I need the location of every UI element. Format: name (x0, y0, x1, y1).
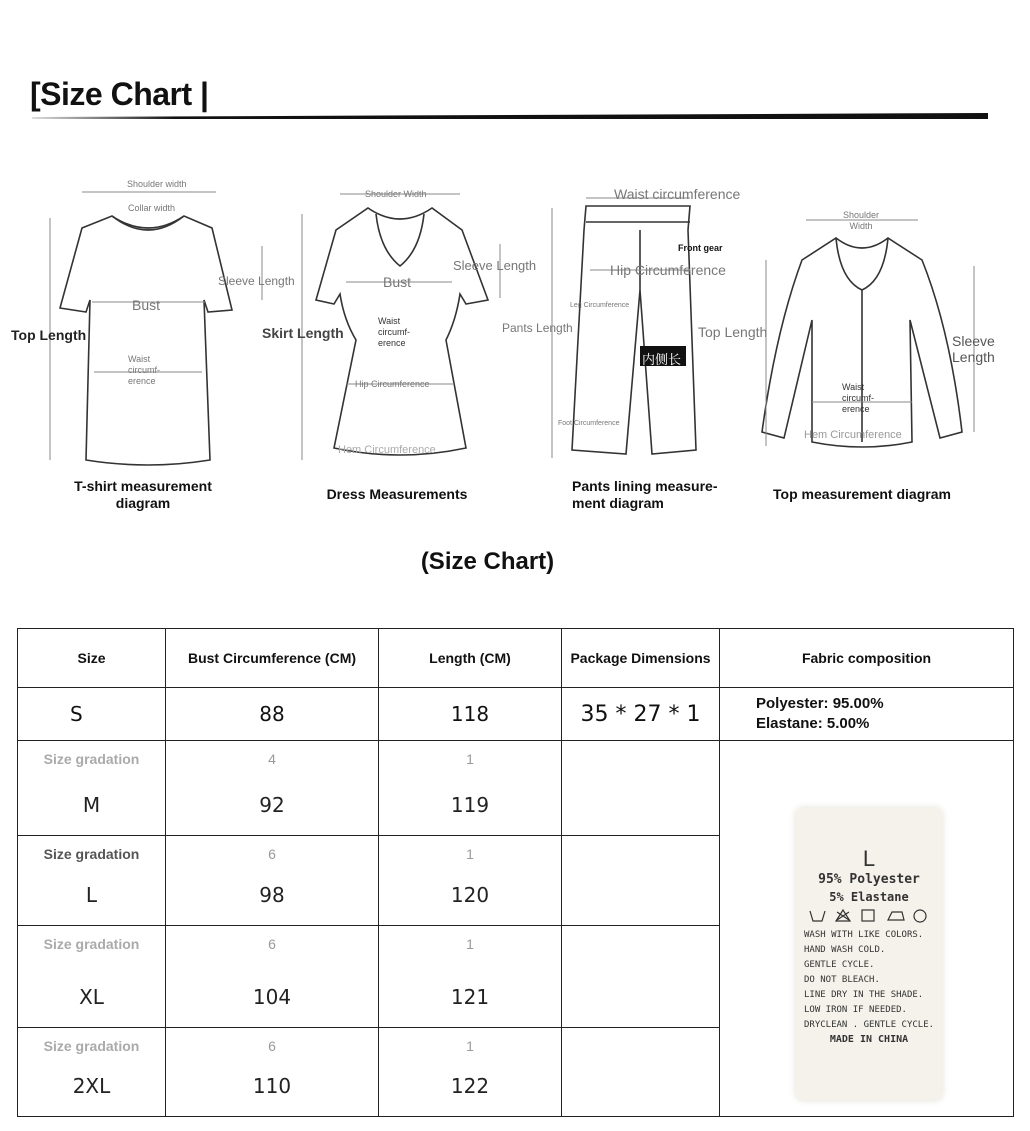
title-underline (32, 112, 988, 120)
fabric-elastane: Elastane: 5.00% (756, 715, 870, 732)
length-cell: 122 (450, 1074, 490, 1098)
dress-caption: Dress Measurements (326, 486, 468, 502)
package-cell-empty (562, 926, 720, 1028)
care-instruction: LOW IRON IF NEEDED. (804, 1005, 907, 1015)
size-cell: M (82, 793, 101, 817)
tshirt-length-label: Top Length (11, 327, 87, 343)
pants-length-label: Pants Length (502, 321, 573, 335)
top-sleeve-label: Sleeve Length (952, 333, 995, 365)
package-cell-empty (562, 1028, 720, 1117)
length-step: 1 (466, 936, 474, 952)
tshirt-bust-label: Bust (132, 297, 161, 313)
top-waist-label: Waist circumf- erence (842, 382, 874, 414)
length-cell: 120 (450, 883, 490, 907)
tshirt-waist-label: Waist circumf- erence (128, 354, 160, 386)
length-cell: 118 (379, 688, 562, 741)
bust-step: 4 (268, 751, 276, 767)
tshirt-sleeve-label: Sleeve Length (218, 274, 295, 288)
top-caption: Top measurement diagram (773, 486, 951, 502)
care-instruction: HAND WASH COLD. (804, 945, 886, 955)
care-instructions (804, 928, 950, 1033)
length-step: 1 (466, 846, 474, 862)
care-instruction: WASH WITH LIKE COLORS. (804, 930, 924, 940)
dress-skirt-label: Skirt Length (262, 325, 344, 341)
dress-waist-label: Waist circumf- erence (378, 316, 410, 348)
dress-sleeve-label: Sleeve Length (453, 258, 537, 273)
dress-hem-label: Hem Circumference (338, 444, 436, 456)
tshirt-caption-line2: diagram (115, 495, 171, 511)
length-step: 1 (466, 751, 474, 767)
length-cell: 121 (450, 985, 490, 1009)
care-symbols-icon (808, 908, 930, 924)
page-title: [Size Chart | (30, 76, 209, 112)
dress-shoulder-label: Shoulder Width (365, 189, 427, 199)
table-header-row (18, 629, 1014, 688)
pants-waist-label: Waist circumference (614, 186, 741, 202)
tshirt-collar-label: Collar width (128, 203, 176, 213)
pants-inseam-label: 内侧长 (642, 353, 682, 368)
pants-leg-label: Leg Circumference (570, 302, 630, 309)
bust-cell: 110 (252, 1074, 292, 1098)
package-cell-empty (562, 836, 720, 926)
bust-step: 6 (268, 846, 276, 862)
gradation-label: Size gradation (43, 846, 140, 862)
bust-step: 6 (268, 1038, 276, 1054)
care-label-line1: 95% Polyester (818, 872, 920, 887)
dress-bust-label: Bust (383, 274, 412, 290)
bust-cell: 104 (252, 985, 292, 1009)
header-length: Length (CM) (379, 629, 562, 688)
size-cell: S (18, 688, 166, 741)
top-shoulder-label: Shoulder Width (842, 210, 880, 231)
pants-front-gear-label: Front gear (678, 243, 723, 253)
care-instruction: DRYCLEAN . GENTLE CYCLE. (804, 1020, 935, 1030)
tshirt-caption-line1: T-shirt measurement (74, 478, 212, 494)
size-cell: XL (79, 985, 104, 1009)
package-cell: 35 * 27 * 1 (562, 688, 720, 741)
fabric-cell (720, 688, 1014, 741)
length-step: 1 (466, 1038, 474, 1054)
tshirt-caption (60, 478, 226, 512)
care-instruction: LINE DRY IN THE SHADE. (804, 990, 924, 1000)
header-bust: Bust Circumference (CM) (166, 629, 379, 688)
dress-hip-label: Hip Circumference (355, 379, 430, 389)
table-row (18, 688, 1014, 741)
pants-caption (572, 478, 728, 512)
size-cell: 2XL (72, 1074, 111, 1098)
pants-caption-line2: ment diagram (572, 495, 664, 511)
size-cell: L (85, 883, 98, 907)
care-label (796, 808, 942, 1100)
section-title: (Size Chart) (420, 548, 555, 575)
care-label-origin: MADE IN CHINA (829, 1034, 909, 1045)
care-instruction: GENTLE CYCLE. (804, 960, 875, 970)
bust-step: 6 (268, 936, 276, 952)
gradation-label: Size gradation (43, 751, 140, 767)
header-package: Package Dimensions (562, 629, 720, 688)
gradation-label: Size gradation (43, 1038, 140, 1054)
care-label-size: L (862, 846, 876, 871)
care-instruction: DO NOT BLEACH. (804, 975, 880, 985)
header-fabric: Fabric composition (720, 629, 1014, 688)
bust-cell: 92 (259, 793, 285, 817)
fabric-polyester: Polyester: 95.00% (756, 695, 884, 712)
care-label-line2: 5% Elastane (829, 890, 909, 904)
top-outline (762, 238, 962, 447)
length-cell: 119 (450, 793, 490, 817)
package-cell-empty (562, 741, 720, 836)
bust-cell: 98 (259, 883, 285, 907)
pants-foot-label: Foot Circumference (558, 420, 620, 427)
gradation-label: Size gradation (43, 936, 140, 952)
pants-caption-line1: Pants lining measure- (572, 478, 718, 494)
pants-hip-label: Hip Circumference (610, 262, 726, 278)
top-hem-label: Hem Circumference (804, 429, 902, 441)
top-length-label: Top Length (698, 324, 768, 340)
header-size: Size (18, 629, 166, 688)
bust-cell: 88 (166, 688, 379, 741)
tshirt-shoulder-label: Shoulder width (127, 179, 187, 189)
